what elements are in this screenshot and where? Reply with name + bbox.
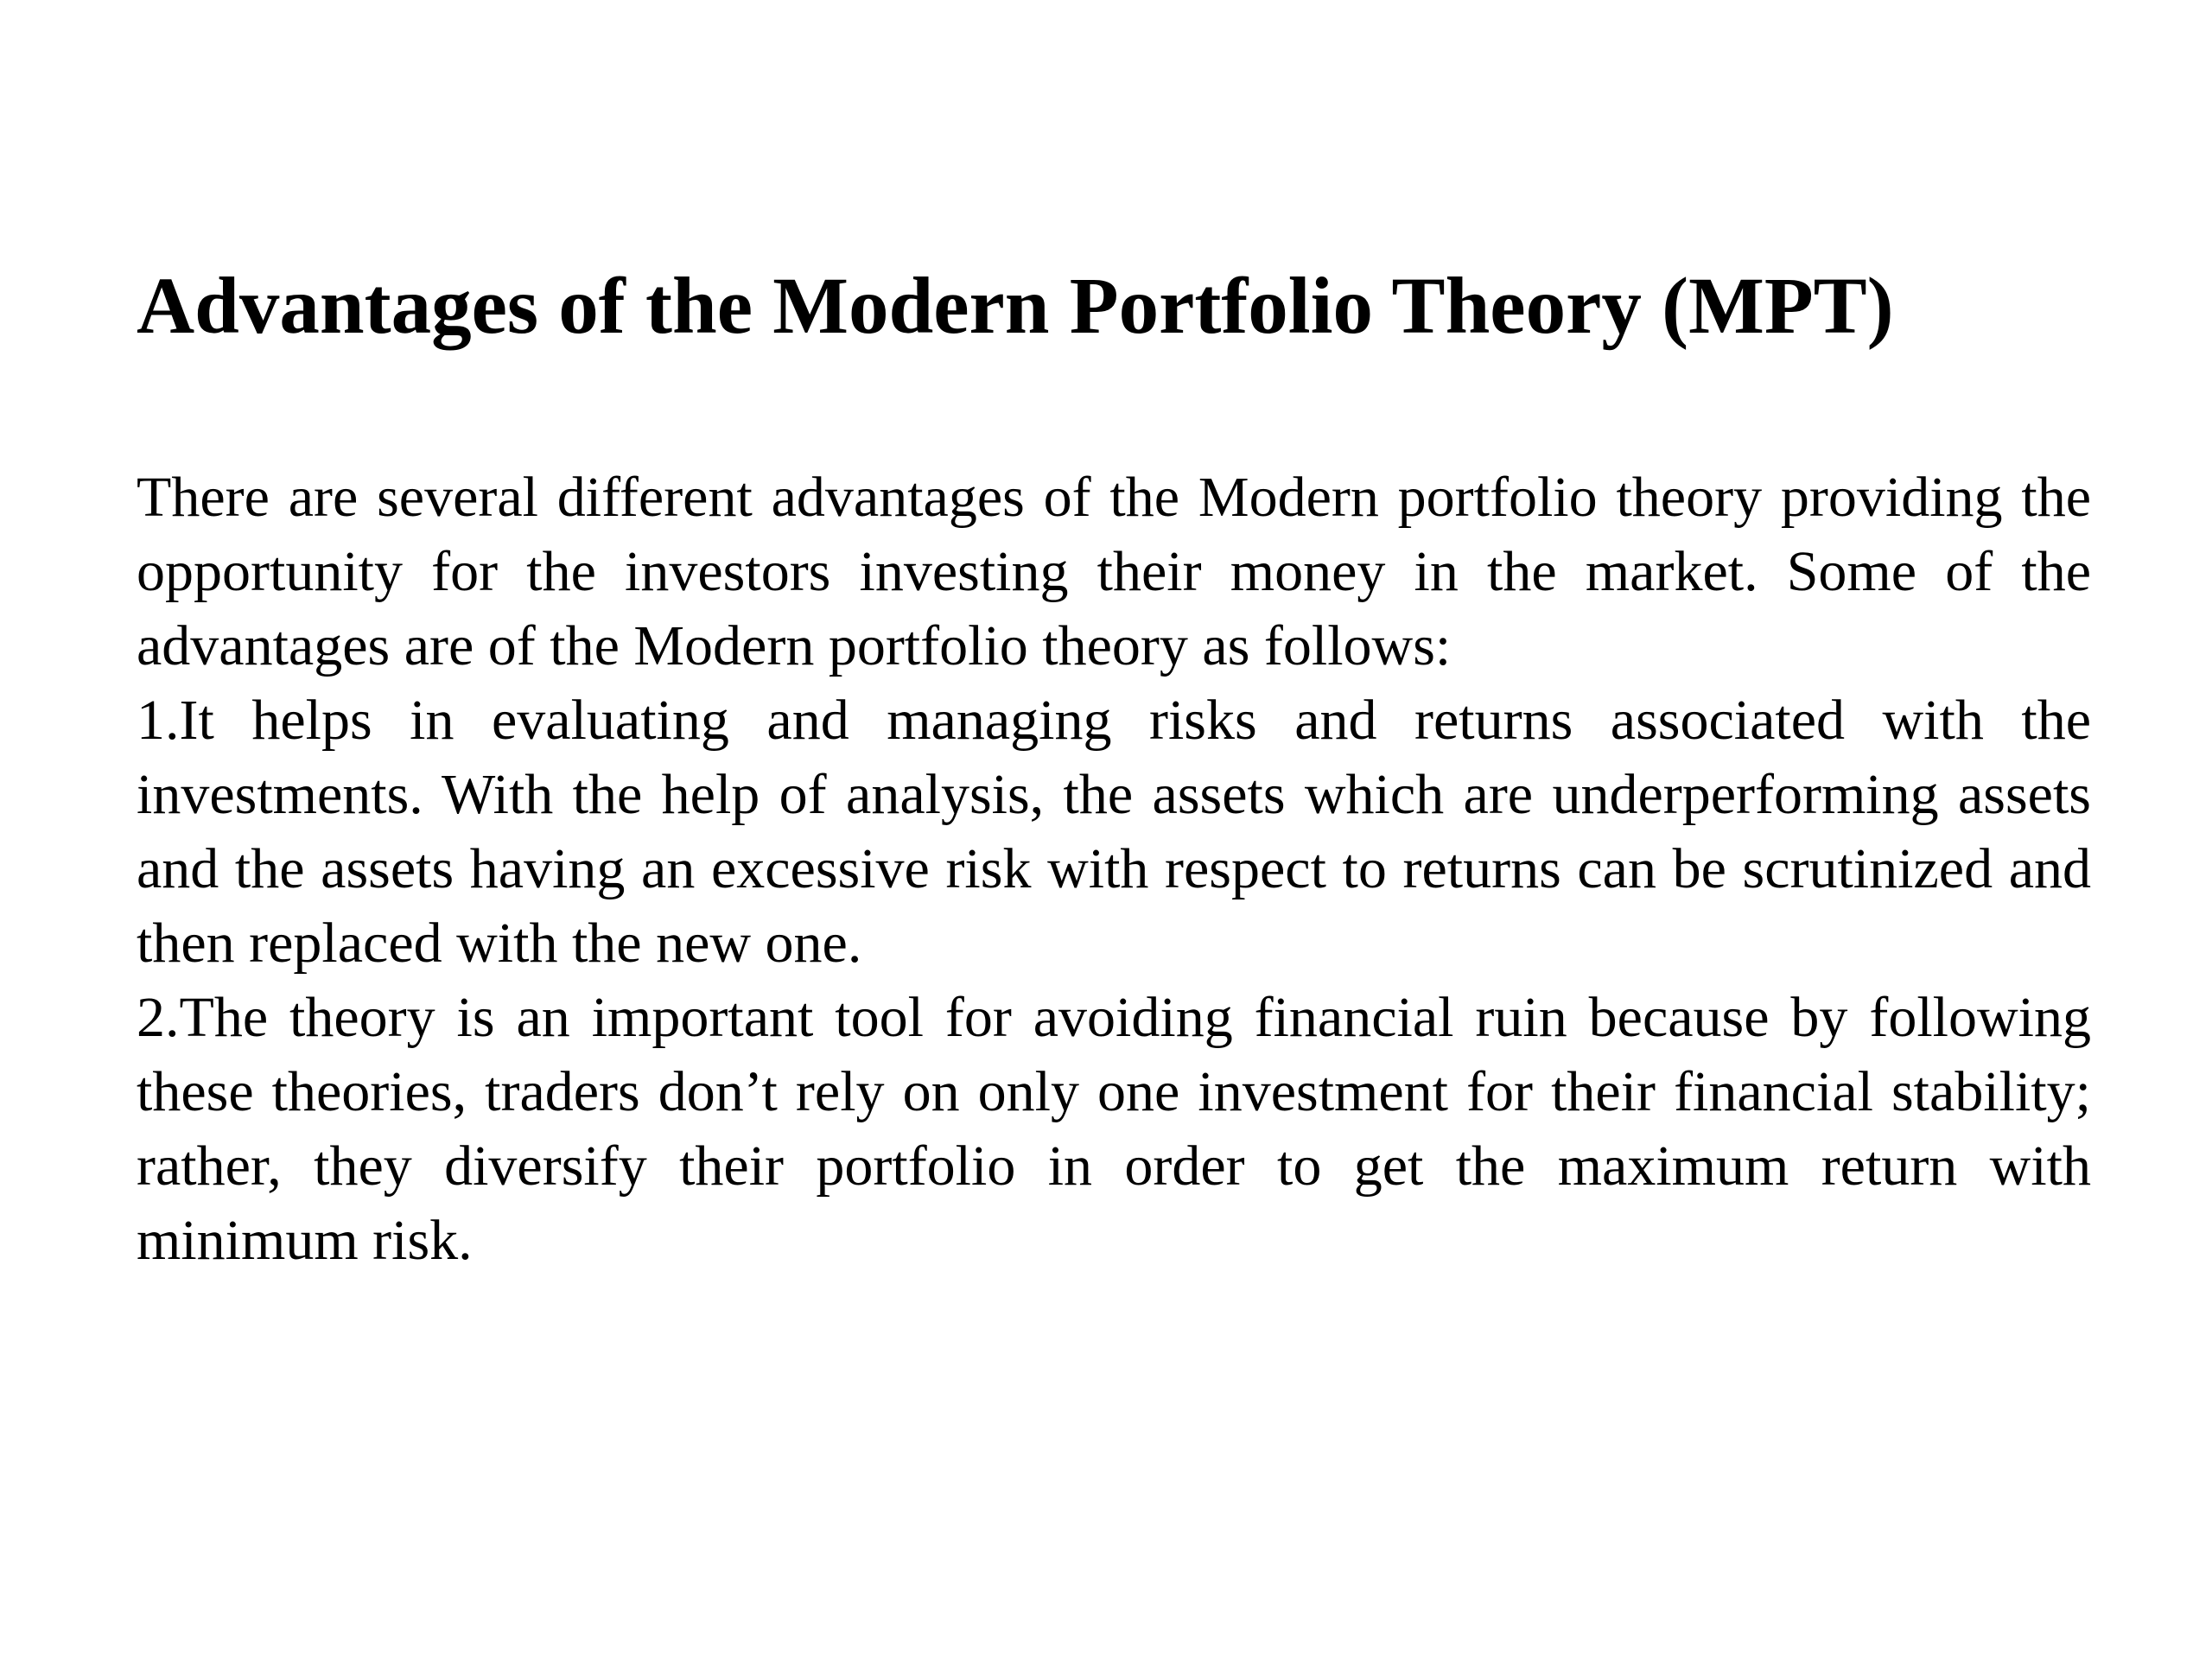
advantage-1-paragraph: 1.It helps in evaluating and managing risks and returns associated with the investments. With the help of analysis, the assets which are underperforming assets and the assets having an excessive risk with respect to returns can be scrutinized and then replaced with the new one. bbox=[137, 689, 2091, 975]
advantage-2-paragraph: 2.The theory is an important tool for avoiding financial ruin because by following these theories, traders don’t rely on only one investment for their financial stability; rather, they diversify their portfolio in order to get the maximum return with minimum risk. bbox=[137, 986, 2091, 1272]
slide-body bbox=[137, 461, 2091, 1278]
slide-title: Advantages of the Modern Portfolio Theory (MPT) bbox=[137, 262, 1894, 351]
intro-paragraph: There are several different advantages of the Modern portfolio theory providing the opportunity for the investors investing their money in the market. Some of the advantages are of the Modern portfolio theory as follows: bbox=[137, 466, 2091, 677]
